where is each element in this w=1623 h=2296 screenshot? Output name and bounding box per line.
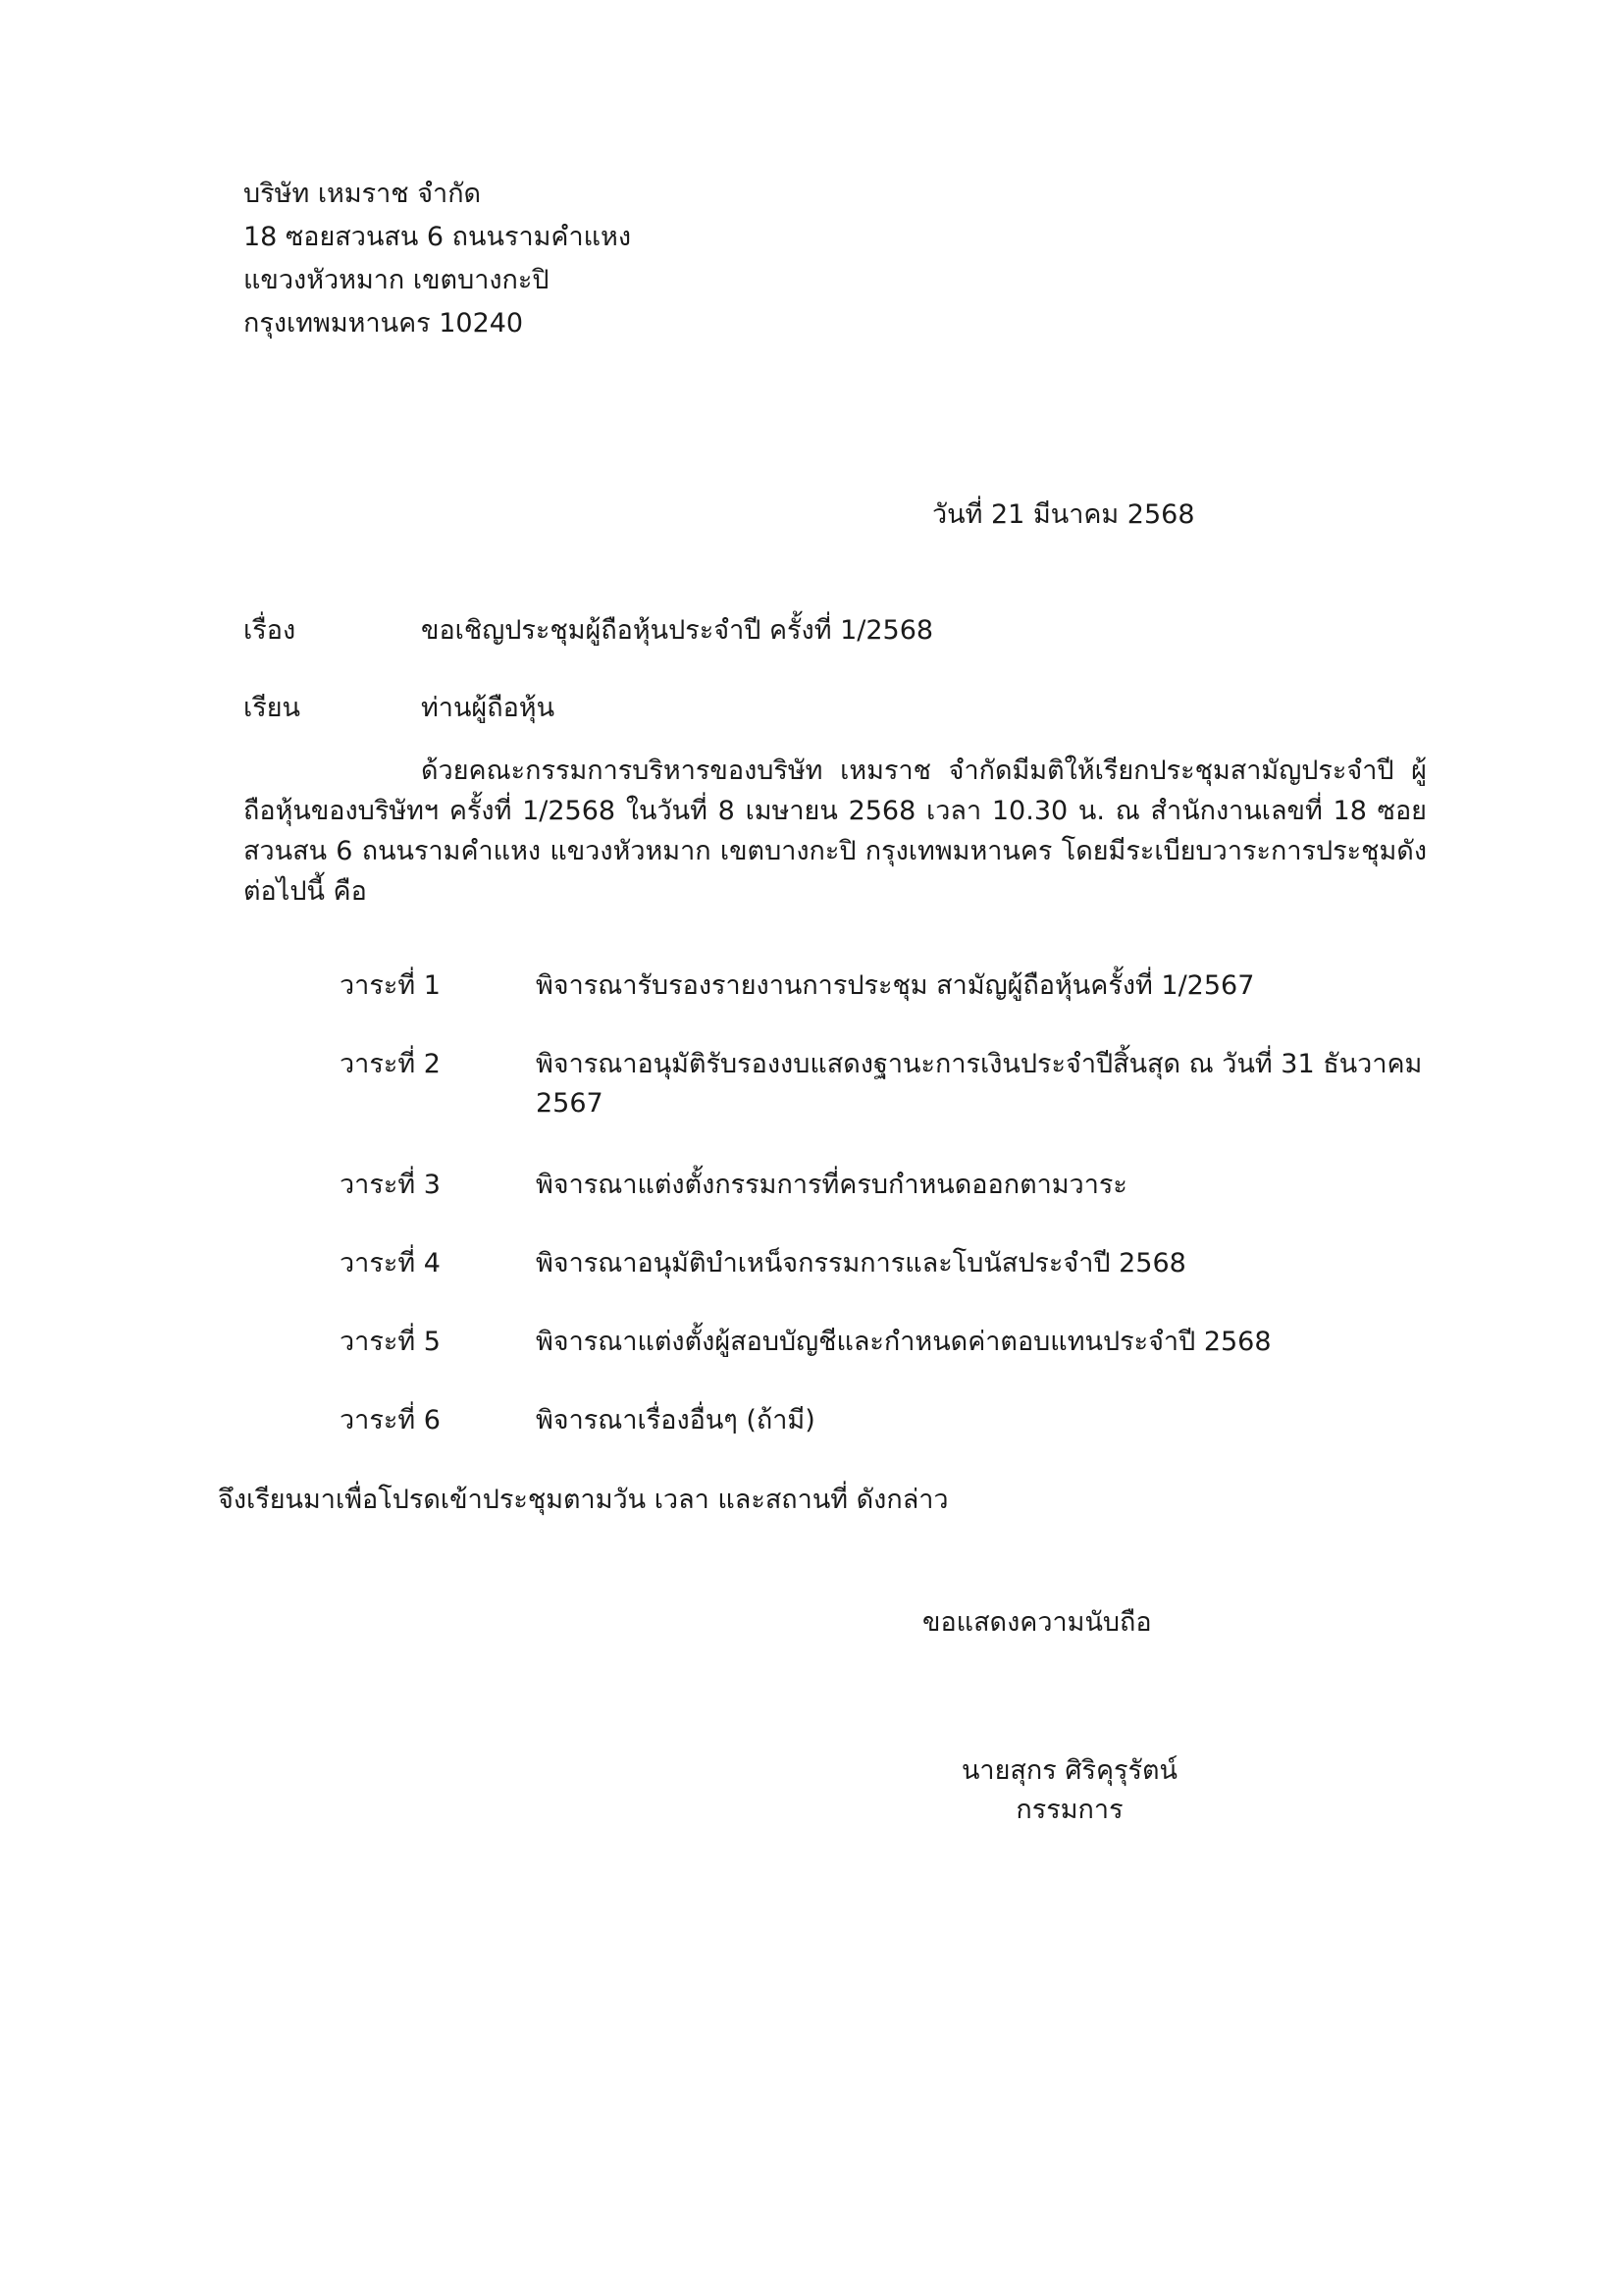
agenda-text: พิจารณาเรื่องอื่นๆ (ถ้ามี) [536, 1405, 815, 1435]
agenda-label: วาระที่ 6 [340, 1405, 441, 1435]
subject-label: เรื่อง [243, 615, 296, 646]
agenda-label: วาระที่ 5 [340, 1327, 441, 1357]
closing-sentence: จึงเรียนมาเพื่อโปรดเข้าประชุมตามวัน เวลา และสถานที่ ดังกล่าว [218, 1485, 949, 1515]
agenda-text: พิจารณาแต่งตั้งกรรมการที่ครบกำหนดออกตามวาระ [536, 1170, 1127, 1200]
company-address-line1: 18 ซอยสวนสน 6 ถนนรามคำแหง [243, 222, 632, 252]
signer-title: กรรมการ [1016, 1795, 1124, 1825]
agenda-label: วาระที่ 1 [340, 970, 441, 1001]
body-paragraph: ด้วยคณะกรรมการบริหารของบริษัท เหมราช จำกัดมีมติให้เรียกประชุมสามัญประจำปี ผู้ถือหุ้นของบริษัทฯ ครั้งที่ 1/2568 ในวันที่ 8 เมษายน 2568 เวลา 10.30 น. ณ สำนักงานเลขที่ 18 ซอยสวนสน 6 ถนนรามคำแหง แขวงหัวหมาก เขตบางกะปิ กรุงเทพมหานคร โดยมีระเบียบวาระการประชุมดังต่อไปนี้ คือ [243, 756, 1427, 907]
company-address-line3: กรุงเทพมหานคร 10240 [243, 308, 524, 339]
agenda-label: วาระที่ 3 [340, 1170, 441, 1200]
agenda-text: พิจารณารับรองรายงานการประชุม สามัญผู้ถือหุ้นครั้งที่ 1/2567 [536, 970, 1255, 1001]
signature-block [883, 1751, 1256, 1830]
letter-date: วันที่ 21 มีนาคม 2568 [932, 499, 1195, 530]
agenda-label: วาระที่ 2 [340, 1049, 441, 1079]
agenda-text: พิจารณาอนุมัติรับรองงบแสดงฐานะการเงินประจำปีสิ้นสุด ณ วันที่ 31 ธันวาคม 2567 [536, 1049, 1423, 1119]
regards-text: ขอแสดงความนับถือ [922, 1607, 1152, 1638]
subject-text: ขอเชิญประชุมผู้ถือหุ้นประจำปี ครั้งที่ 1/2568 [421, 615, 934, 646]
recipient-label: เรียน [243, 693, 301, 723]
company-address-line2: แขวงหัวหมาก เขตบางกะปิ [243, 265, 550, 295]
recipient-text: ท่านผู้ถือหุ้น [421, 693, 555, 723]
agenda-text: พิจารณาแต่งตั้งผู้สอบบัญชีและกำหนดค่าตอบแทนประจำปี 2568 [536, 1327, 1272, 1357]
signer-name: นายสุกร ศิริคุรุรัตน์ [961, 1755, 1178, 1786]
agenda-text: พิจารณาอนุมัติบำเหน็จกรรมการและโบนัสประจำปี 2568 [536, 1248, 1186, 1278]
agenda-label: วาระที่ 4 [340, 1248, 441, 1278]
company-name: บริษัท เหมราช จำกัด [243, 179, 482, 209]
